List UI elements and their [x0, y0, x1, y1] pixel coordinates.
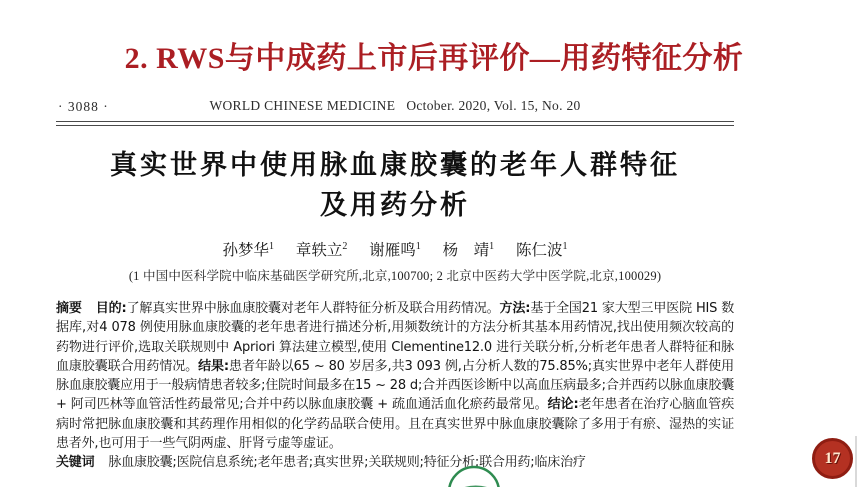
author-affil-mark: 1 [562, 240, 568, 252]
author: 杨 靖$^1$ [442, 240, 495, 259]
paper-title-line1: 真实世界中使用脉血康胶囊的老年人群特征 [110, 150, 680, 180]
journal-name: WORLD CHINESE MEDICINE [209, 98, 396, 113]
author: 谢雁鸣$^1$ [369, 240, 421, 259]
journal-header [56, 98, 734, 116]
keywords-text: 脉血康胶囊;医院信息系统;老年患者;真实世界;关联规则;特征分析;联合用药;临床治疗 [108, 455, 586, 471]
abstract-methods-label: 方法: [499, 301, 531, 316]
author-list [56, 238, 734, 260]
abstract-results-text: 患者年龄以65 ~ 80 岁居多,共3 093 例,占分析人数的75.85%;真实世界中老年人群使用脉血康胶囊应用于一般病情患者较多;住院时间最多在15 ~ 28 d;合并西医诊断中以高血压病最多;合并西药以脉血康胶囊 + 阿司匹林等血管活性药最常见;合并中药以脉血康胶囊 + 疏血通活血化瘀药最常见。 [56, 358, 734, 413]
journal-issue-info: October. 2020, Vol. 15, No. 20 [406, 98, 581, 113]
abstract-conclusion-text: 老年患者在治疗心脑血管疾病时常把脉血康胶囊和其药理作用相似的化学药品联合使用。且在真实世界中脉血康胶囊除了多用于有瘀、湿热的实证患者外,也可用于一些气阴两虚、肝肾亏虚等虚证。 [56, 397, 734, 452]
keywords-line [56, 453, 734, 472]
abstract-methods-text: 基于全国21 家大型三甲医院 HIS 数据库,对4 078 例使用脉血康胶囊的老年患者进行描述分析,用频数统计的方法分析其基本用药情况,找出使用频次较高的药物进行评价,选取关联规则中 Apriori 算法建立模型,使用 Clementine12.0 进行关联分析,分析老年患者人群特征和脉血康胶囊联合用药情况。 [56, 301, 734, 374]
author-affil-mark: 1 [268, 240, 274, 252]
paper-title-line2: 及用药分析 [320, 190, 470, 220]
slide-title: 2. RWS与中成药上市后再评价—用药特征分析 [124, 42, 744, 75]
abstract-objective-text: 了解真实世界中脉血康胶囊对老年人群特征分析及联合用药情况。 [126, 301, 500, 316]
abstract-objective-label: 目的: [95, 301, 127, 316]
journal-logo-watermark-icon [446, 464, 502, 487]
author: 孙梦华$^1$ [222, 240, 274, 259]
author-affil-mark: 1 [415, 240, 421, 252]
abstract-label: 摘要 [56, 301, 82, 316]
abstract-paragraph [56, 299, 734, 453]
abstract-results-label: 结果: [198, 358, 229, 374]
affiliation: (1 中国中医科学院中临床基础医学研究所,北京,100700; 2 北京中医药大学中医学院,北京,100029) [128, 269, 662, 283]
author: 章轶立$^2$ [295, 240, 348, 259]
header-divider [56, 121, 734, 126]
author: 陈仁波$^1$ [516, 240, 568, 259]
keywords-label: 关键词 [56, 455, 95, 471]
paper-title [56, 145, 734, 225]
journal-page-scan [56, 98, 734, 473]
author-affil-mark: 2 [342, 240, 348, 252]
page-number-badge: 17 [812, 438, 853, 479]
journal-name-issue [56, 98, 734, 114]
slide-edge-line [855, 436, 857, 487]
abstract-conclusion-label: 结论: [547, 397, 579, 413]
journal-page-marker: · 3088 · [58, 99, 109, 114]
author-affil-mark: 1 [489, 240, 495, 252]
